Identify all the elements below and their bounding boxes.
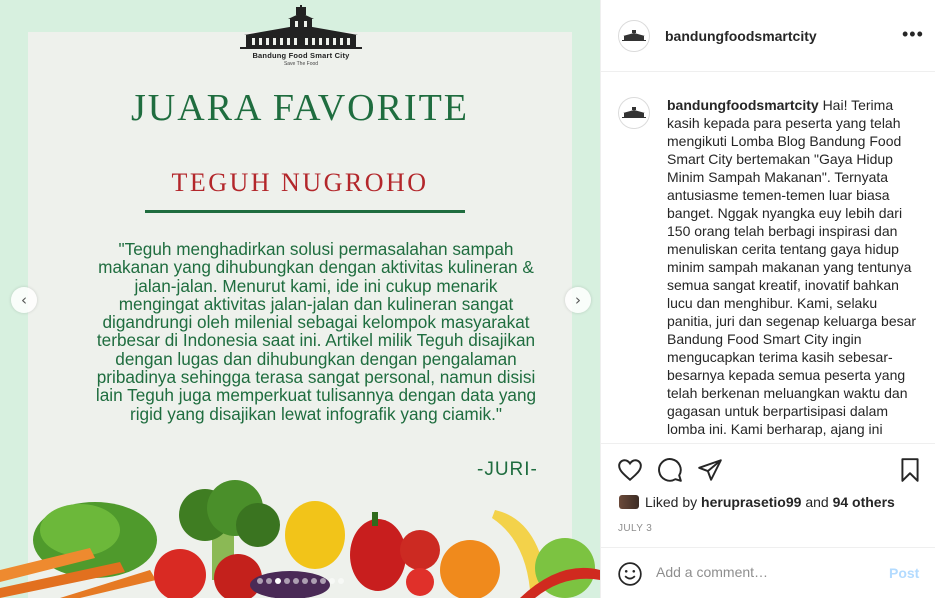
carousel-indicator bbox=[0, 578, 600, 584]
heart-icon[interactable] bbox=[617, 457, 643, 483]
post-caption bbox=[667, 96, 919, 438]
title-divider bbox=[145, 210, 465, 213]
caption-text: Hai! Terima kasih kepada para peserta yang telah mengikuti Lomba Blog Bandung Food Smart City bertemakan "Gaya Hidup Minim Sampah Makanan". Ternyata antusiasme temen-temen luar biasa banget. Nggak nyangka euy lebih dari 150 orang telah berbagi inspirasi dan menuliskan cerita tentang gaya hidup minim sampah makanan yang tentunya semua sangat kreatif, inovatif bahkan lucu dan menghibur. Kami, selaku panitia, juri dan segenap keluarga besar Bandung Food Smart City ingin mengucapkan terima kasih sebesar-besarnya kepada semua peserta yang telah berkenan meluangkan waktu dan gagasan untuk berpartisipasi dalam lomba ini. Kami berharap, ajang ini bbox=[667, 97, 917, 437]
post-comment-button[interactable]: Post bbox=[889, 565, 920, 581]
carousel-dot bbox=[329, 578, 335, 584]
jury-signature: -JURI- bbox=[477, 459, 538, 480]
caption-username[interactable]: bandungfoodsmartcity bbox=[667, 97, 819, 113]
caption-avatar[interactable] bbox=[618, 97, 650, 129]
bandung-food-logo bbox=[236, 5, 366, 67]
caption-area bbox=[601, 73, 935, 443]
likes-prefix: Liked by bbox=[645, 494, 698, 510]
carousel-dot bbox=[311, 578, 317, 584]
account-username[interactable]: bandungfoodsmartcity bbox=[665, 28, 817, 44]
liker-username[interactable]: heruprasetio99 bbox=[701, 494, 802, 510]
carousel-dot bbox=[275, 578, 281, 584]
comment-bar bbox=[601, 547, 935, 598]
likes-summary bbox=[619, 494, 895, 510]
liker-avatar[interactable] bbox=[619, 495, 639, 509]
carousel-dot bbox=[293, 578, 299, 584]
gedung-sate-icon bbox=[621, 29, 647, 43]
carousel-dot bbox=[338, 578, 344, 584]
post-actions bbox=[601, 443, 935, 547]
post-header bbox=[601, 0, 935, 72]
comment-input[interactable] bbox=[656, 564, 876, 580]
announcement-headline: JUARA FAVORITE bbox=[130, 87, 470, 129]
likes-joiner: and bbox=[805, 494, 829, 510]
gedung-sate-icon bbox=[236, 5, 366, 51]
comment-icon[interactable] bbox=[657, 457, 683, 483]
carousel-dot bbox=[266, 578, 272, 584]
share-icon[interactable] bbox=[697, 457, 723, 483]
logo-subtitle: Save The Food bbox=[283, 61, 319, 67]
post-date[interactable]: JULY 3 bbox=[618, 523, 653, 534]
winner-name: TEGUH NUGROHO bbox=[171, 168, 429, 197]
chevron-right-icon: › bbox=[575, 290, 581, 309]
jury-quote: "Teguh menghadirkan solusi permasalahan sampah makanan yang dihubungkan dengan aktivitas kulineran & jalan-jalan. Menurut kami, ide ini cukup menarik mengingat aktivitas jalan-jalan dan kulineran sangat digandrungi oleh milenial sebagai kelompok masyarakat terbesar di Indonesia saat ini. Artikel milik Teguh disajikan dengan lugas dan dihubungkan dengan pengalaman pribadinya sehingga terasa sangat personal, namun disisi lain Teguh juga memperkuat tulisannya dengan data yang rigid yang disajikan lewat infografik yang ciamik." bbox=[95, 239, 537, 424]
carousel-dot bbox=[257, 578, 263, 584]
emoji-icon[interactable] bbox=[617, 561, 643, 587]
post-side-panel bbox=[600, 0, 935, 598]
likes-others-link[interactable]: 94 others bbox=[832, 494, 895, 510]
logo-title: Bandung Food Smart City bbox=[252, 51, 350, 60]
previous-slide-button[interactable] bbox=[11, 287, 37, 313]
account-avatar[interactable] bbox=[618, 20, 650, 52]
carousel-dot bbox=[302, 578, 308, 584]
more-options-icon[interactable]: ••• bbox=[902, 24, 924, 44]
carousel-dot bbox=[284, 578, 290, 584]
chevron-left-icon: ‹ bbox=[21, 290, 27, 309]
next-slide-button[interactable] bbox=[565, 287, 591, 313]
gedung-sate-icon bbox=[621, 106, 647, 120]
bookmark-icon[interactable] bbox=[897, 457, 923, 483]
carousel-dot bbox=[320, 578, 326, 584]
